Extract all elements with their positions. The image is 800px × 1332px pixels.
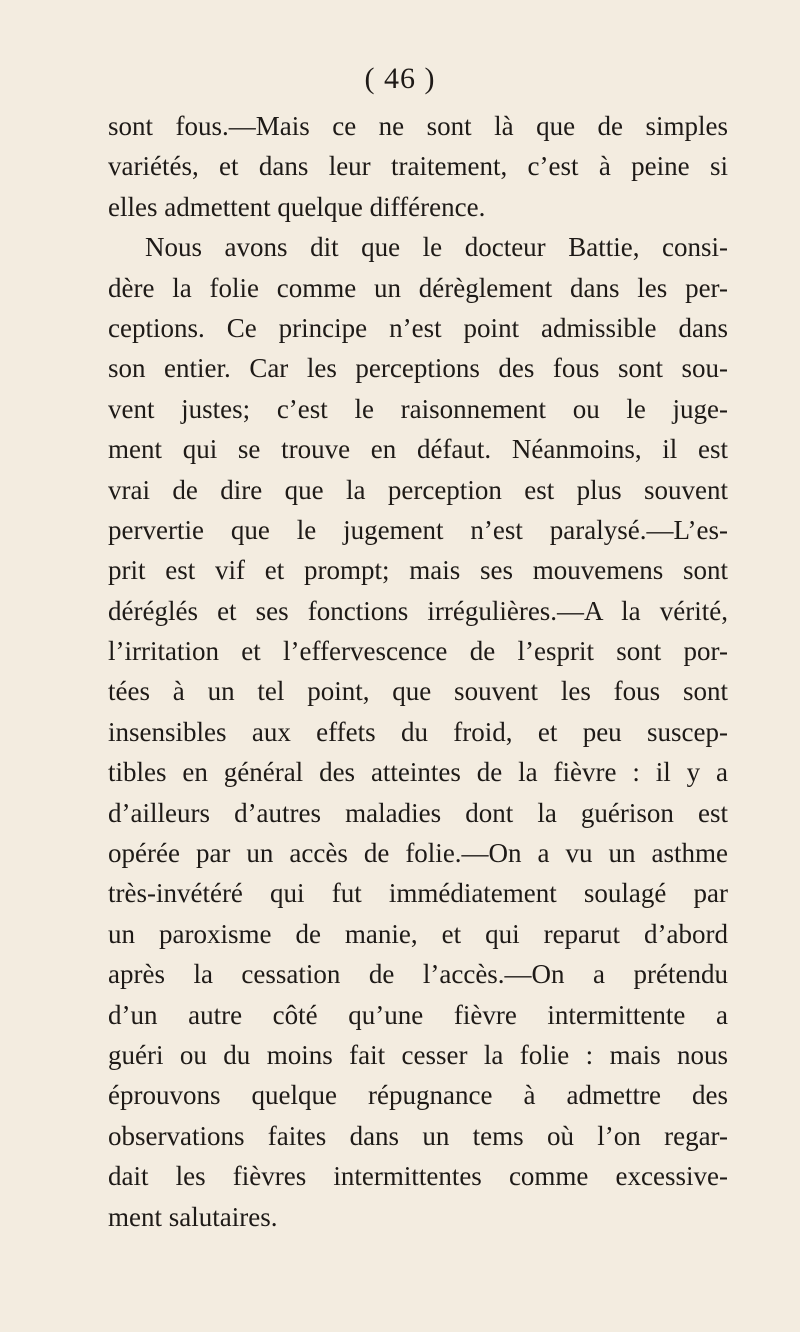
text-line: sont fous.—Mais ce ne sont là que de simples — [108, 111, 728, 141]
text-line: prit est vif et prompt; mais ses mouvemens sont — [108, 555, 728, 586]
text-line: guéri ou du moins fait cesser la folie : mais nous — [108, 1039, 728, 1070]
text-line: tibles en général des atteintes de la fièvre : il y a — [108, 757, 728, 788]
text-line: l’irritation et l’effervescence de l’esprit sont por- — [108, 636, 728, 667]
text-line: un paroxisme de manie, et qui reparut d’abord — [108, 918, 728, 949]
text-line: dère la folie comme un dérèglement dans les per- — [108, 272, 728, 303]
text-line: d’ailleurs d’autres maladies dont la guérison est — [108, 797, 728, 828]
text-line: d’un autre côté qu’une fièvre intermittente a — [108, 999, 728, 1030]
text-line: déréglés et ses fonctions irrégulières.—A la vérité, — [108, 595, 728, 626]
text-line: Nous avons dit que le docteur Battie, consi- — [145, 232, 728, 263]
text-line: vrai de dire que la perception est plus souvent — [108, 474, 728, 505]
text-line: après la cessation de l’accès.—On a prétendu — [108, 959, 728, 990]
text-line: ment qui se trouve en défaut. Néanmoins, il est — [108, 434, 728, 465]
text-line: vent justes; c’est le raisonnement ou le juge- — [108, 393, 728, 424]
text-line: elles admettent quelque différence. — [108, 191, 486, 222]
text-line: observations faites dans un tems où l’on regar- — [108, 1120, 728, 1151]
text-line: tées à un tel point, que souvent les fous sont — [108, 676, 728, 707]
text-line: ceptions. Ce principe n’est point admissible dans — [108, 312, 728, 343]
text-line: pervertie que le jugement n’est paralysé.—L’es- — [108, 514, 728, 545]
page-number: ( 46 ) — [364, 62, 436, 95]
text-line: insensibles aux effets du froid, et peu suscep- — [108, 716, 728, 747]
text-line: variétés, et dans leur traitement, c’est à peine si — [108, 151, 728, 182]
text-line: ment salutaires. — [108, 1201, 278, 1232]
text-line: son entier. Car les perceptions des fous sont sou- — [108, 353, 728, 384]
text-line: opérée par un accès de folie.—On a vu un asthme — [108, 838, 728, 869]
text-line: éprouvons quelque répugnance à admettre des — [108, 1080, 728, 1111]
text-line: dait les fièvres intermittentes comme excessive- — [108, 1161, 728, 1192]
text-line: très-invétéré qui fut immédiatement soulagé par — [108, 878, 728, 909]
body-text — [108, 106, 728, 1237]
